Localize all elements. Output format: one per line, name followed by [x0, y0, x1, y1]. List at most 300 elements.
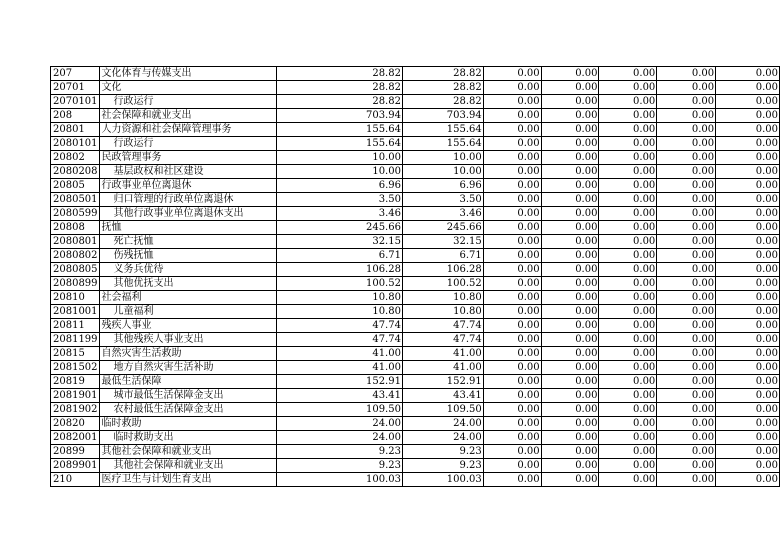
table-row — [51, 221, 780, 235]
amount-cell: 0.00 — [483, 403, 541, 417]
amount-cell: 0.00 — [541, 333, 599, 347]
amount-cell: 0.00 — [541, 151, 599, 165]
amount-cell: 155.64 — [277, 137, 403, 151]
amount-cell: 0.00 — [483, 375, 541, 389]
table-row — [51, 109, 780, 123]
table-row — [51, 67, 780, 81]
subject-code-cell: 20820 — [51, 417, 100, 431]
amount-cell: 0.00 — [541, 235, 599, 249]
amount-cell: 0.00 — [483, 235, 541, 249]
amount-cell: 0.00 — [716, 109, 780, 123]
amount-cell: 0.00 — [657, 277, 716, 291]
amount-cell: 0.00 — [657, 305, 716, 319]
amount-cell: 9.23 — [277, 445, 403, 459]
amount-cell: 100.52 — [277, 277, 403, 291]
amount-cell: 0.00 — [483, 123, 541, 137]
amount-cell: 0.00 — [657, 123, 716, 137]
amount-cell: 0.00 — [541, 347, 599, 361]
amount-cell: 0.00 — [541, 95, 599, 109]
amount-cell: 6.71 — [277, 249, 403, 263]
amount-cell: 0.00 — [541, 67, 599, 81]
subject-code-cell: 20701 — [51, 81, 100, 95]
amount-cell: 0.00 — [541, 81, 599, 95]
table-row — [51, 389, 780, 403]
amount-cell: 0.00 — [716, 319, 780, 333]
amount-cell: 0.00 — [657, 109, 716, 123]
subject-code-cell: 2081901 — [51, 389, 100, 403]
table-row — [51, 403, 780, 417]
amount-cell: 0.00 — [657, 165, 716, 179]
amount-cell: 0.00 — [716, 207, 780, 221]
amount-cell: 0.00 — [483, 151, 541, 165]
amount-cell: 24.00 — [277, 417, 403, 431]
amount-cell: 0.00 — [657, 347, 716, 361]
subject-name-cell: 儿童福利 — [99, 305, 277, 319]
amount-cell: 0.00 — [716, 95, 780, 109]
amount-cell: 28.82 — [402, 81, 483, 95]
subject-name-cell: 临时救助支出 — [99, 431, 277, 445]
amount-cell: 0.00 — [716, 137, 780, 151]
subject-name-cell: 行政事业单位离退休 — [99, 179, 277, 193]
amount-cell: 0.00 — [599, 151, 657, 165]
amount-cell: 0.00 — [599, 459, 657, 473]
amount-cell: 0.00 — [716, 333, 780, 347]
amount-cell: 0.00 — [483, 431, 541, 445]
table-row — [51, 375, 780, 389]
table-body — [51, 67, 780, 487]
amount-cell: 0.00 — [483, 207, 541, 221]
subject-name-cell: 其他社会保障和就业支出 — [99, 445, 277, 459]
amount-cell: 106.28 — [402, 263, 483, 277]
subject-code-cell: 20805 — [51, 179, 100, 193]
subject-name-cell: 农村最低生活保障金支出 — [99, 403, 277, 417]
subject-code-cell: 2081502 — [51, 361, 100, 375]
subject-name-cell: 最低生活保障 — [99, 375, 277, 389]
amount-cell: 0.00 — [716, 151, 780, 165]
amount-cell: 0.00 — [599, 403, 657, 417]
amount-cell: 28.82 — [277, 95, 403, 109]
amount-cell: 0.00 — [483, 417, 541, 431]
amount-cell: 155.64 — [277, 123, 403, 137]
subject-name-cell: 基层政权和社区建设 — [99, 165, 277, 179]
amount-cell: 0.00 — [483, 67, 541, 81]
amount-cell: 0.00 — [657, 95, 716, 109]
subject-code-cell: 2080801 — [51, 235, 100, 249]
amount-cell: 0.00 — [541, 361, 599, 375]
subject-code-cell: 2080599 — [51, 207, 100, 221]
amount-cell: 0.00 — [483, 179, 541, 193]
amount-cell: 0.00 — [657, 361, 716, 375]
amount-cell: 43.41 — [277, 389, 403, 403]
amount-cell: 3.50 — [402, 193, 483, 207]
amount-cell: 3.46 — [402, 207, 483, 221]
amount-cell: 6.96 — [277, 179, 403, 193]
amount-cell: 0.00 — [541, 417, 599, 431]
table-row — [51, 431, 780, 445]
amount-cell: 0.00 — [716, 179, 780, 193]
amount-cell: 28.82 — [277, 67, 403, 81]
table-row — [51, 473, 780, 487]
amount-cell: 9.23 — [402, 459, 483, 473]
amount-cell: 0.00 — [599, 347, 657, 361]
amount-cell: 0.00 — [541, 249, 599, 263]
subject-name-cell: 义务兵优待 — [99, 263, 277, 277]
amount-cell: 10.00 — [277, 151, 403, 165]
subject-code-cell: 20802 — [51, 151, 100, 165]
amount-cell: 6.96 — [402, 179, 483, 193]
amount-cell: 0.00 — [599, 137, 657, 151]
amount-cell: 0.00 — [541, 193, 599, 207]
subject-code-cell: 2082001 — [51, 431, 100, 445]
table-row — [51, 445, 780, 459]
subject-code-cell: 2080899 — [51, 277, 100, 291]
subject-name-cell: 城市最低生活保障金支出 — [99, 389, 277, 403]
amount-cell: 0.00 — [716, 361, 780, 375]
amount-cell: 106.28 — [277, 263, 403, 277]
subject-code-cell: 2080802 — [51, 249, 100, 263]
amount-cell: 0.00 — [657, 417, 716, 431]
amount-cell: 0.00 — [716, 235, 780, 249]
amount-cell: 0.00 — [599, 109, 657, 123]
amount-cell: 3.46 — [277, 207, 403, 221]
table-row — [51, 417, 780, 431]
amount-cell: 32.15 — [277, 235, 403, 249]
amount-cell: 0.00 — [657, 319, 716, 333]
amount-cell: 28.82 — [402, 95, 483, 109]
amount-cell: 0.00 — [541, 277, 599, 291]
amount-cell: 0.00 — [657, 137, 716, 151]
amount-cell: 10.80 — [277, 291, 403, 305]
amount-cell: 0.00 — [716, 473, 780, 487]
amount-cell: 0.00 — [716, 193, 780, 207]
amount-cell: 0.00 — [657, 459, 716, 473]
amount-cell: 0.00 — [483, 109, 541, 123]
amount-cell: 0.00 — [599, 249, 657, 263]
amount-cell: 152.91 — [277, 375, 403, 389]
amount-cell: 0.00 — [716, 123, 780, 137]
amount-cell: 0.00 — [599, 263, 657, 277]
amount-cell: 0.00 — [716, 403, 780, 417]
amount-cell: 0.00 — [483, 291, 541, 305]
amount-cell: 152.91 — [402, 375, 483, 389]
subject-name-cell: 其他社会保障和就业支出 — [99, 459, 277, 473]
table-row — [51, 179, 780, 193]
amount-cell: 0.00 — [716, 305, 780, 319]
amount-cell: 0.00 — [599, 235, 657, 249]
amount-cell: 0.00 — [657, 375, 716, 389]
table-row — [51, 249, 780, 263]
subject-name-cell: 归口管理的行政单位离退休 — [99, 193, 277, 207]
amount-cell: 0.00 — [483, 249, 541, 263]
table-row — [51, 137, 780, 151]
amount-cell: 0.00 — [716, 431, 780, 445]
amount-cell: 0.00 — [541, 473, 599, 487]
table-row — [51, 207, 780, 221]
subject-code-cell: 20899 — [51, 445, 100, 459]
table-row — [51, 305, 780, 319]
amount-cell: 28.82 — [277, 81, 403, 95]
amount-cell: 0.00 — [657, 207, 716, 221]
amount-cell: 0.00 — [599, 431, 657, 445]
amount-cell: 0.00 — [599, 277, 657, 291]
subject-code-cell: 2080101 — [51, 137, 100, 151]
subject-code-cell: 2081902 — [51, 403, 100, 417]
amount-cell: 0.00 — [716, 249, 780, 263]
amount-cell: 0.00 — [716, 81, 780, 95]
table-row — [51, 123, 780, 137]
amount-cell: 0.00 — [541, 389, 599, 403]
subject-name-cell: 死亡抚恤 — [99, 235, 277, 249]
amount-cell: 0.00 — [599, 193, 657, 207]
amount-cell: 0.00 — [599, 389, 657, 403]
amount-cell: 245.66 — [277, 221, 403, 235]
amount-cell: 0.00 — [541, 375, 599, 389]
amount-cell: 0.00 — [483, 81, 541, 95]
subject-name-cell: 地方自然灾害生活补助 — [99, 361, 277, 375]
amount-cell: 100.52 — [402, 277, 483, 291]
amount-cell: 0.00 — [483, 95, 541, 109]
amount-cell: 109.50 — [402, 403, 483, 417]
amount-cell: 0.00 — [541, 459, 599, 473]
amount-cell: 0.00 — [599, 375, 657, 389]
subject-code-cell: 2089901 — [51, 459, 100, 473]
amount-cell: 3.50 — [277, 193, 403, 207]
amount-cell: 0.00 — [483, 221, 541, 235]
amount-cell: 0.00 — [483, 445, 541, 459]
amount-cell: 0.00 — [541, 179, 599, 193]
amount-cell: 47.74 — [402, 319, 483, 333]
subject-code-cell: 20819 — [51, 375, 100, 389]
subject-name-cell: 自然灾害生活救助 — [99, 347, 277, 361]
subject-code-cell: 20808 — [51, 221, 100, 235]
amount-cell: 0.00 — [483, 263, 541, 277]
amount-cell: 0.00 — [657, 235, 716, 249]
subject-name-cell: 抚恤 — [99, 221, 277, 235]
amount-cell: 0.00 — [716, 165, 780, 179]
amount-cell: 0.00 — [483, 459, 541, 473]
amount-cell: 0.00 — [599, 81, 657, 95]
subject-name-cell: 伤残抚恤 — [99, 249, 277, 263]
amount-cell: 9.23 — [277, 459, 403, 473]
amount-cell: 0.00 — [657, 81, 716, 95]
amount-cell: 24.00 — [402, 417, 483, 431]
amount-cell: 10.00 — [277, 165, 403, 179]
amount-cell: 0.00 — [716, 389, 780, 403]
amount-cell: 47.74 — [402, 333, 483, 347]
amount-cell: 0.00 — [716, 291, 780, 305]
amount-cell: 0.00 — [483, 347, 541, 361]
amount-cell: 0.00 — [657, 291, 716, 305]
subject-code-cell: 20801 — [51, 123, 100, 137]
table-row — [51, 263, 780, 277]
amount-cell: 0.00 — [483, 319, 541, 333]
amount-cell: 100.03 — [402, 473, 483, 487]
amount-cell: 0.00 — [483, 137, 541, 151]
amount-cell: 0.00 — [599, 291, 657, 305]
amount-cell: 43.41 — [402, 389, 483, 403]
amount-cell: 0.00 — [483, 389, 541, 403]
amount-cell: 10.80 — [402, 291, 483, 305]
subject-code-cell: 2080501 — [51, 193, 100, 207]
table-row — [51, 165, 780, 179]
subject-code-cell: 210 — [51, 473, 100, 487]
subject-name-cell: 行政运行 — [99, 95, 277, 109]
subject-code-cell: 2080805 — [51, 263, 100, 277]
amount-cell: 0.00 — [483, 333, 541, 347]
amount-cell: 0.00 — [599, 473, 657, 487]
amount-cell: 0.00 — [716, 375, 780, 389]
amount-cell: 0.00 — [599, 305, 657, 319]
subject-code-cell: 2080208 — [51, 165, 100, 179]
table-row — [51, 459, 780, 473]
amount-cell: 6.71 — [402, 249, 483, 263]
amount-cell: 0.00 — [657, 333, 716, 347]
amount-cell: 0.00 — [657, 221, 716, 235]
amount-cell: 0.00 — [599, 445, 657, 459]
table-row — [51, 277, 780, 291]
amount-cell: 0.00 — [541, 123, 599, 137]
amount-cell: 0.00 — [657, 151, 716, 165]
subject-name-cell: 社会福利 — [99, 291, 277, 305]
subject-name-cell: 其他残疾人事业支出 — [99, 333, 277, 347]
amount-cell: 0.00 — [599, 319, 657, 333]
subject-name-cell: 民政管理事务 — [99, 151, 277, 165]
table-row — [51, 291, 780, 305]
subject-name-cell: 人力资源和社会保障管理事务 — [99, 123, 277, 137]
amount-cell: 0.00 — [599, 179, 657, 193]
subject-name-cell: 其他优抚支出 — [99, 277, 277, 291]
subject-code-cell: 2070101 — [51, 95, 100, 109]
amount-cell: 9.23 — [402, 445, 483, 459]
amount-cell: 0.00 — [599, 333, 657, 347]
amount-cell: 0.00 — [657, 473, 716, 487]
table-row — [51, 319, 780, 333]
subject-code-cell: 207 — [51, 67, 100, 81]
table-row — [51, 151, 780, 165]
amount-cell: 24.00 — [277, 431, 403, 445]
subject-code-cell: 20815 — [51, 347, 100, 361]
amount-cell: 0.00 — [483, 305, 541, 319]
amount-cell: 0.00 — [599, 221, 657, 235]
amount-cell: 0.00 — [716, 263, 780, 277]
amount-cell: 0.00 — [599, 417, 657, 431]
amount-cell: 0.00 — [541, 137, 599, 151]
subject-code-cell: 20810 — [51, 291, 100, 305]
amount-cell: 41.00 — [402, 361, 483, 375]
amount-cell: 0.00 — [541, 291, 599, 305]
amount-cell: 0.00 — [657, 389, 716, 403]
subject-name-cell: 医疗卫生与计划生育支出 — [99, 473, 277, 487]
amount-cell: 0.00 — [483, 473, 541, 487]
subject-code-cell: 20811 — [51, 319, 100, 333]
amount-cell: 0.00 — [541, 305, 599, 319]
amount-cell: 0.00 — [716, 459, 780, 473]
amount-cell: 10.00 — [402, 165, 483, 179]
amount-cell: 703.94 — [402, 109, 483, 123]
amount-cell: 28.82 — [402, 67, 483, 81]
amount-cell: 0.00 — [541, 109, 599, 123]
amount-cell: 47.74 — [277, 319, 403, 333]
amount-cell: 0.00 — [599, 207, 657, 221]
amount-cell: 245.66 — [402, 221, 483, 235]
amount-cell: 109.50 — [277, 403, 403, 417]
amount-cell: 100.03 — [277, 473, 403, 487]
subject-name-cell: 文化体育与传媒支出 — [99, 67, 277, 81]
amount-cell: 0.00 — [483, 277, 541, 291]
amount-cell: 0.00 — [483, 361, 541, 375]
amount-cell: 0.00 — [716, 445, 780, 459]
amount-cell: 47.74 — [277, 333, 403, 347]
amount-cell: 0.00 — [541, 431, 599, 445]
amount-cell: 0.00 — [716, 67, 780, 81]
amount-cell: 10.80 — [402, 305, 483, 319]
amount-cell: 0.00 — [541, 207, 599, 221]
amount-cell: 24.00 — [402, 431, 483, 445]
amount-cell: 0.00 — [716, 417, 780, 431]
subject-code-cell: 2081001 — [51, 305, 100, 319]
amount-cell: 0.00 — [483, 165, 541, 179]
subject-name-cell: 临时救助 — [99, 417, 277, 431]
amount-cell: 0.00 — [716, 221, 780, 235]
table-row — [51, 95, 780, 109]
amount-cell: 0.00 — [541, 165, 599, 179]
amount-cell: 0.00 — [657, 431, 716, 445]
amount-cell: 703.94 — [277, 109, 403, 123]
amount-cell: 0.00 — [657, 193, 716, 207]
amount-cell: 41.00 — [402, 347, 483, 361]
amount-cell: 0.00 — [657, 179, 716, 193]
subject-name-cell: 其他行政事业单位离退休支出 — [99, 207, 277, 221]
amount-cell: 0.00 — [541, 445, 599, 459]
amount-cell: 0.00 — [657, 403, 716, 417]
amount-cell: 0.00 — [599, 95, 657, 109]
subject-name-cell: 行政运行 — [99, 137, 277, 151]
table-row — [51, 235, 780, 249]
amount-cell: 0.00 — [599, 361, 657, 375]
amount-cell: 10.00 — [402, 151, 483, 165]
subject-name-cell: 文化 — [99, 81, 277, 95]
table-row — [51, 193, 780, 207]
subject-name-cell: 社会保障和就业支出 — [99, 109, 277, 123]
amount-cell: 0.00 — [599, 165, 657, 179]
table-row — [51, 347, 780, 361]
amount-cell: 155.64 — [402, 123, 483, 137]
amount-cell: 0.00 — [657, 263, 716, 277]
amount-cell: 10.80 — [277, 305, 403, 319]
amount-cell: 0.00 — [541, 263, 599, 277]
amount-cell: 0.00 — [657, 445, 716, 459]
subject-name-cell: 残疾人事业 — [99, 319, 277, 333]
subject-code-cell: 2081199 — [51, 333, 100, 347]
amount-cell: 0.00 — [599, 67, 657, 81]
amount-cell: 41.00 — [277, 347, 403, 361]
amount-cell: 155.64 — [402, 137, 483, 151]
table-row — [51, 361, 780, 375]
amount-cell: 0.00 — [541, 403, 599, 417]
amount-cell: 0.00 — [716, 277, 780, 291]
amount-cell: 0.00 — [657, 249, 716, 263]
amount-cell: 32.15 — [402, 235, 483, 249]
amount-cell: 0.00 — [657, 67, 716, 81]
amount-cell: 0.00 — [541, 319, 599, 333]
amount-cell: 0.00 — [541, 221, 599, 235]
expenditure-table — [50, 66, 780, 487]
amount-cell: 0.00 — [716, 347, 780, 361]
table-row — [51, 333, 780, 347]
table-row — [51, 81, 780, 95]
subject-code-cell: 208 — [51, 109, 100, 123]
amount-cell: 0.00 — [483, 193, 541, 207]
